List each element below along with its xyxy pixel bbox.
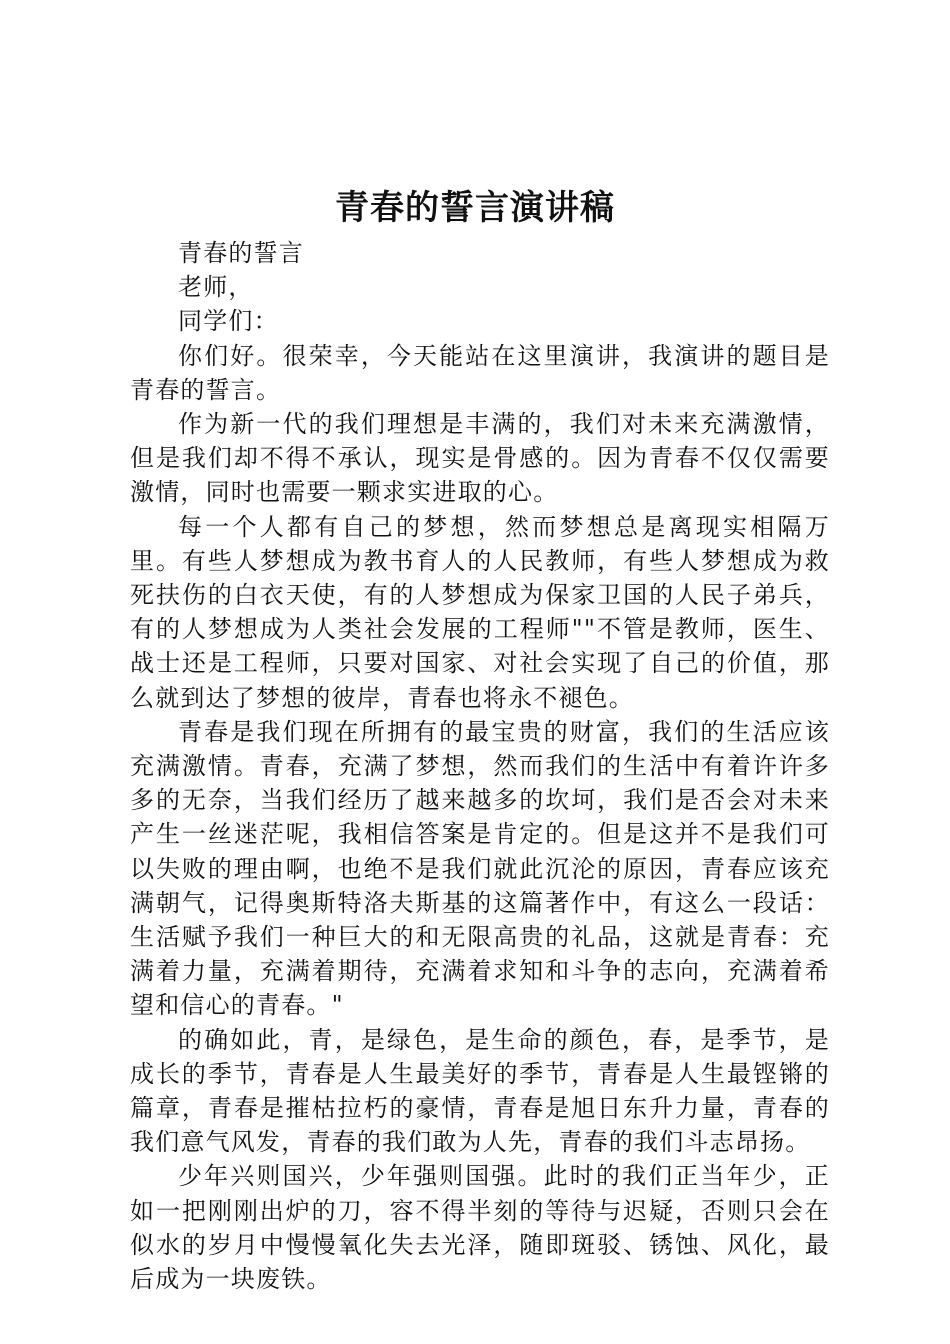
document-title: 青春的誓言演讲稿: [335, 188, 615, 228]
paragraph: 老师，: [178, 273, 254, 302]
document-body: [130, 236, 830, 1296]
paragraph: 青春是我们现在所拥有的最宝贵的财富，我们的生活应该充满激情。青春，充满了梦想，然而我们的生活中有着许许多多的无奈，当我们经历了越来越多的坎坷，我们是否会对未来产生一丝迷茫呢，我相信答案是肯定的。但是这并不是我们可以失败的理由啊，也绝不是我们就此沉沦的原因，青春应该充满朝气，记得奥斯特洛夫斯基的这篇著作中，有这么一段话：生活赋予我们一种巨大的和无限高贵的礼品，这就是青春：充满着力量，充满着期待，充满着求知和斗争的志向，充满着希望和信心的青春。": [130, 717, 830, 1020]
paragraph: 青春的誓言: [178, 239, 304, 267]
paragraph: 你们好。很荣幸，今天能站在这里演讲，我演讲的题目是青春的誓言。: [130, 341, 830, 404]
paragraph: 作为新一代的我们理想是丰满的，我们对未来充满激情，但是我们却不得不承认，现实是骨感的。因为青春不仅仅需要激情，同时也需要一颗求实进取的心。: [130, 410, 830, 507]
paragraph: 同学们：: [178, 307, 279, 336]
paragraph: 的确如此，青，是绿色，是生命的颜色，春，是季节，是成长的季节，青春是人生最美好的季节，青春是人生最铿锵的篇章，青春是摧枯拉朽的豪情，青春是旭日东升力量，青春的我们意气风发，青春的我们敢为人先，青春的我们斗志昂扬。: [130, 1025, 830, 1157]
paragraph: 每一个人都有自己的梦想，然而梦想总是离现实相隔万里。有些人梦想成为教书育人的人民教师，有些人梦想成为救死扶伤的白衣天使，有的人梦想成为保家卫国的人民子弟兵，有的人梦想成为人类社会发展的工程师""不管是教师，医生、战士还是工程师，只要对国家、对社会实现了自己的价值，那么就到达了梦想的彼岸，青春也将永不褪色。: [130, 512, 830, 712]
paragraph: 少年兴则国兴，少年强则国强。此时的我们正当年少，正如一把刚刚出炉的刀，容不得半刻的等待与迟疑，否则只会在似水的岁月中慢慢氧化失去光泽，随即斑驳、锈蚀、风化，最后成为一块废铁。: [130, 1162, 830, 1294]
